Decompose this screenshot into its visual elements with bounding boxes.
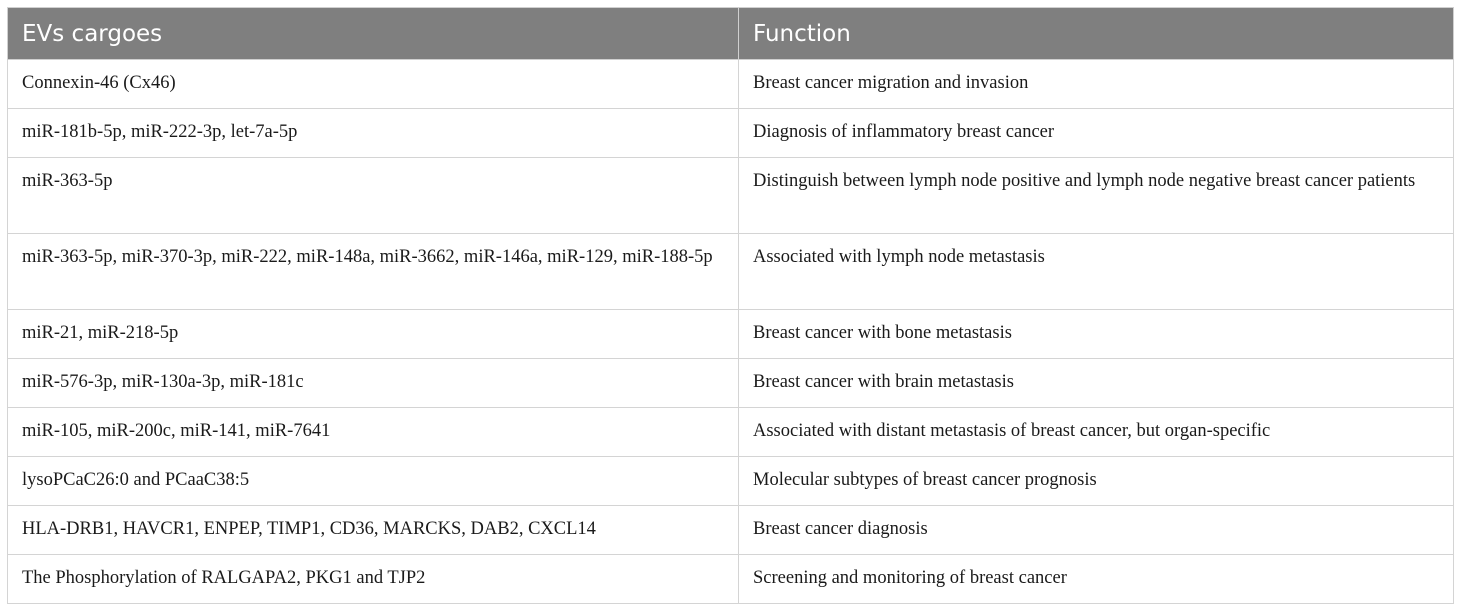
table-row [8,109,1454,158]
header-row [8,8,1454,60]
cargo-cell: miR-363-5p, miR-370-3p, miR-222, miR-148a, miR-3662, miR-146a, miR-129, miR-188-5p [8,234,739,310]
cargo-cell: lysoPCaC26:0 and PCaaC38:5 [8,457,739,506]
cargo-cell: Connexin-46 (Cx46) [8,60,739,109]
table-row [8,506,1454,555]
column-header-function: Function [739,8,1454,60]
table-row [8,158,1454,234]
function-cell: Screening and monitoring of breast cancer [739,555,1454,604]
table-body [8,60,1454,604]
function-cell: Breast cancer with brain metastasis [739,359,1454,408]
table-row [8,555,1454,604]
cargo-cell: miR-576-3p, miR-130a-3p, miR-181c [8,359,739,408]
table-row [8,408,1454,457]
function-cell: Breast cancer with bone metastasis [739,310,1454,359]
evs-cargo-table-container [7,7,1453,604]
table-row [8,60,1454,109]
function-cell: Diagnosis of inflammatory breast cancer [739,109,1454,158]
column-header-cargoes: EVs cargoes [8,8,739,60]
function-cell: Breast cancer migration and invasion [739,60,1454,109]
cargo-cell: miR-181b-5p, miR-222-3p, let-7a-5p [8,109,739,158]
cargo-cell: miR-21, miR-218-5p [8,310,739,359]
function-cell: Molecular subtypes of breast cancer prognosis [739,457,1454,506]
table-row [8,310,1454,359]
function-cell: Associated with distant metastasis of breast cancer, but organ-specific [739,408,1454,457]
table-row [8,359,1454,408]
cargo-cell: miR-363-5p [8,158,739,234]
cargo-cell: miR-105, miR-200c, miR-141, miR-7641 [8,408,739,457]
table-row [8,457,1454,506]
table-row [8,234,1454,310]
cargo-cell: The Phosphorylation of RALGAPA2, PKG1 and TJP2 [8,555,739,604]
evs-cargo-table [7,7,1454,604]
cargo-cell: HLA-DRB1, HAVCR1, ENPEP, TIMP1, CD36, MARCKS, DAB2, CXCL14 [8,506,739,555]
function-cell: Associated with lymph node metastasis [739,234,1454,310]
function-cell: Distinguish between lymph node positive and lymph node negative breast cancer patients [739,158,1454,234]
table-header [8,8,1454,60]
function-cell: Breast cancer diagnosis [739,506,1454,555]
